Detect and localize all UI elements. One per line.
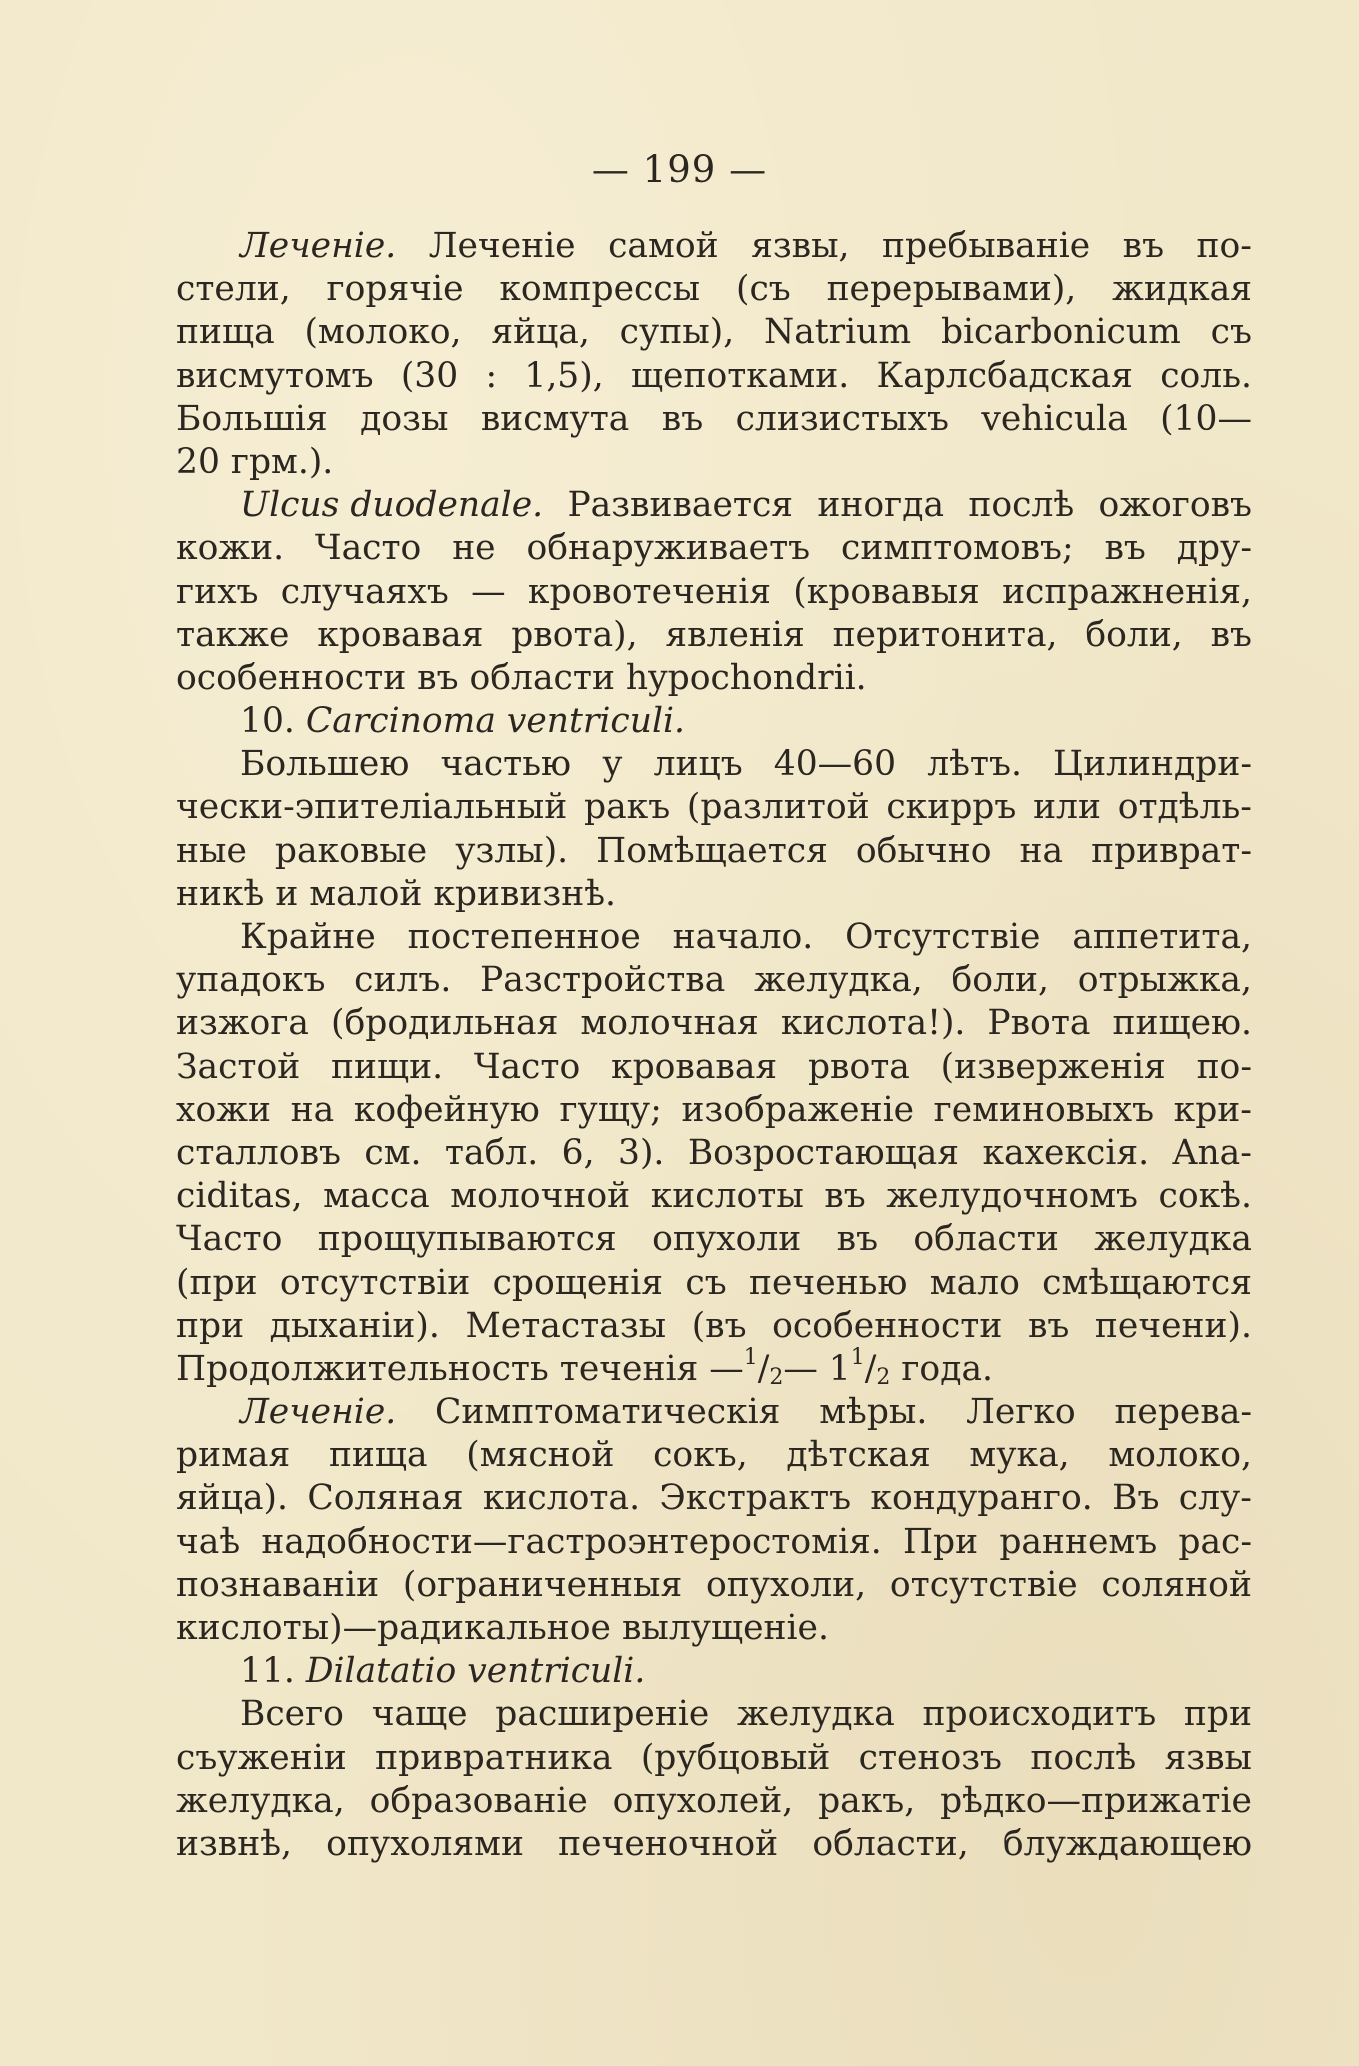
word: начало. — [672, 917, 814, 957]
word: смѣщаются — [1042, 1262, 1252, 1303]
word: висмутомъ — [176, 355, 374, 396]
word: пища — [328, 1435, 428, 1476]
text-line — [176, 1344, 1252, 1391]
word: дозы — [360, 398, 449, 439]
word: области, — [812, 1823, 969, 1864]
word: мука, — [969, 1435, 1070, 1476]
word: рас- — [1178, 1521, 1252, 1562]
word: перитонита, — [832, 614, 1058, 655]
word: изображеніе — [681, 1089, 915, 1130]
word: отрыжка, — [1077, 960, 1252, 1001]
text-line — [176, 1262, 1252, 1305]
word: силъ. — [354, 960, 452, 1001]
text-line — [176, 571, 1252, 614]
word: приврат- — [1091, 830, 1252, 871]
word: ciditas, — [176, 1176, 303, 1217]
word: кондуранго. — [870, 1478, 1093, 1519]
word: Часто — [473, 1046, 581, 1087]
word: (10— — [1160, 398, 1252, 439]
text-line — [176, 1305, 1252, 1348]
word: кри- — [1173, 1089, 1252, 1130]
word: дру- — [1176, 528, 1252, 569]
word: явленія — [665, 614, 805, 655]
fraction-denominator: 2 — [876, 1364, 891, 1390]
word: боли, — [951, 960, 1049, 1001]
fraction-numerator: 1 — [850, 1344, 865, 1370]
line-text: никѣ и малой кривизнѣ. — [176, 873, 616, 914]
line-text: особенности въ области hypochondrii. — [176, 657, 867, 698]
word: блуждающею — [1002, 1823, 1252, 1864]
word: не — [452, 528, 496, 569]
word: дыханіи). — [269, 1305, 440, 1346]
text-line — [176, 830, 1252, 873]
word: случаяхъ — [280, 571, 449, 612]
word: особенности — [772, 1305, 1003, 1346]
fraction-denominator: 2 — [769, 1364, 784, 1390]
duration-suffix: года. — [890, 1348, 993, 1389]
word: мало — [929, 1262, 1020, 1303]
word: перева- — [1114, 1392, 1252, 1433]
word: кислота. — [482, 1478, 641, 1519]
text-line — [176, 1089, 1252, 1132]
word: кислота!). — [780, 1003, 966, 1044]
word: частью — [440, 744, 572, 785]
word: кровавая — [317, 614, 484, 655]
word: масса — [323, 1176, 430, 1217]
word: по- — [1196, 1046, 1252, 1087]
word: привратника — [375, 1737, 613, 1778]
word: кислоты — [650, 1176, 804, 1217]
word: Метастазы — [465, 1305, 667, 1346]
word: отдѣль- — [1117, 787, 1252, 828]
word: рвота), — [511, 614, 638, 655]
word: въ — [661, 398, 704, 439]
text-line — [176, 1780, 1252, 1823]
word: съ — [685, 1262, 727, 1303]
duration-prefix: Продолжительность теченія — — [176, 1348, 744, 1389]
word: самой — [608, 226, 719, 266]
word: аппетита, — [1072, 917, 1252, 957]
word: bicarbonicum — [940, 312, 1181, 353]
text-line — [176, 268, 1252, 311]
word: у — [602, 744, 623, 785]
word: послѣ — [968, 485, 1075, 526]
text-line — [176, 398, 1252, 441]
text-line — [176, 1650, 1252, 1693]
word: чески-эпителіальный — [176, 787, 568, 828]
text-line — [176, 1391, 1252, 1434]
word: Отсутствіе — [845, 917, 1041, 957]
word: Часто — [176, 1219, 283, 1260]
word: кахексія. — [982, 1132, 1150, 1173]
text-line — [176, 1002, 1252, 1045]
word: (30 — [400, 355, 459, 396]
word: 1,5), — [524, 355, 604, 396]
word: раннемъ — [999, 1521, 1158, 1562]
word: желудочномъ — [886, 1176, 1138, 1217]
word: отсутствіе — [889, 1564, 1078, 1605]
word: ракъ — [583, 787, 671, 828]
word: печени). — [1094, 1305, 1252, 1346]
word: чаѣ — [176, 1521, 241, 1562]
word: (съ — [735, 269, 791, 310]
word: Крайне — [240, 917, 376, 957]
word: рвота — [807, 1046, 910, 1087]
word: срощенія — [492, 1262, 664, 1303]
word: въ — [1104, 528, 1146, 569]
word: слизистыхъ — [735, 398, 949, 439]
text-line — [176, 311, 1252, 354]
word: При — [902, 1521, 979, 1562]
fraction-slash: / — [864, 1348, 877, 1389]
word: табл. — [444, 1132, 539, 1173]
text-line — [176, 1521, 1252, 1564]
text-line — [176, 1477, 1252, 1520]
word: Большею — [240, 744, 410, 785]
word: скирръ — [886, 787, 1017, 828]
word: мѣры. — [819, 1392, 928, 1433]
word: на — [1019, 830, 1064, 871]
word: пищею. — [1112, 1003, 1252, 1044]
word: компрессы — [499, 269, 701, 310]
word: молочная — [580, 1003, 759, 1044]
word: узлы). — [455, 830, 569, 871]
section-title: Dilatatio ventriculi. — [305, 1651, 646, 1692]
word: кровотеченія — [527, 571, 772, 612]
word: Въ — [1112, 1478, 1160, 1519]
fraction-slash: / — [757, 1348, 770, 1389]
word: съ — [1210, 312, 1252, 353]
word: опухоли — [652, 1219, 802, 1260]
word: чаще — [371, 1694, 468, 1735]
word: жидкая — [1112, 269, 1252, 310]
word: Развивается — [567, 485, 794, 526]
word: Цилиндри- — [1053, 744, 1252, 785]
line-text: кислоты)—радикальное вылущеніе. — [176, 1608, 829, 1648]
text-line — [176, 1823, 1252, 1866]
word: щепотками. — [630, 355, 850, 396]
word: послѣ — [1030, 1737, 1137, 1778]
word: обнаруживаетъ — [526, 528, 811, 569]
word: боли, — [1085, 614, 1183, 655]
word: висмута — [480, 398, 630, 439]
word: въ — [824, 1176, 866, 1217]
word: дѣтская — [786, 1435, 931, 1476]
word: : — [485, 355, 498, 396]
page-number: — 199 — — [591, 148, 768, 191]
word: Леченіе — [428, 226, 576, 266]
word: области — [913, 1219, 1059, 1260]
fraction-numerator: 1 — [743, 1344, 758, 1370]
word: прощупываются — [317, 1219, 617, 1260]
section-title: Carcinoma ventriculi. — [305, 701, 685, 742]
word: желудка, — [176, 1780, 345, 1821]
word: 40—60 — [773, 744, 897, 785]
word: Большія — [176, 398, 328, 439]
word: иногда — [817, 485, 945, 526]
word: Рвота — [987, 1003, 1091, 1044]
word: на — [290, 1089, 335, 1130]
word: кожи. — [176, 528, 285, 569]
word: по- — [1196, 226, 1252, 266]
word: стенозъ — [858, 1737, 1002, 1778]
word: или — [1033, 787, 1101, 828]
word: гущу; — [559, 1089, 662, 1130]
word: яйца). — [176, 1478, 288, 1519]
text-line — [176, 1046, 1252, 1089]
word: опухоли, — [705, 1564, 867, 1605]
word: познаваніи — [176, 1564, 380, 1605]
word: хожи — [176, 1089, 271, 1130]
word: съуженіи — [176, 1737, 347, 1778]
word: (въ — [691, 1305, 747, 1346]
text-line — [176, 1434, 1252, 1477]
word: ные — [176, 830, 247, 871]
word: Часто — [314, 528, 422, 569]
word: при — [1183, 1694, 1252, 1735]
word: Соляная — [307, 1478, 464, 1519]
word: (мясной — [466, 1435, 615, 1476]
word: стели, — [176, 269, 291, 310]
word: Легко — [966, 1392, 1076, 1433]
word: — — [471, 571, 506, 612]
word: рѣдко—прижатіе — [940, 1780, 1252, 1821]
word: (изверженія — [940, 1046, 1166, 1087]
word: Natrium — [764, 312, 912, 353]
text-line — [176, 786, 1252, 829]
word: постепенное — [407, 917, 641, 957]
word: Карлсбадская — [876, 355, 1133, 396]
word: при — [176, 1305, 245, 1346]
text-line — [176, 355, 1252, 398]
word: происходитъ — [922, 1694, 1157, 1735]
word: молочной — [450, 1176, 631, 1217]
word: желудка — [737, 1694, 895, 1735]
word: ожоговъ — [1098, 485, 1252, 526]
word: Всего — [240, 1694, 344, 1735]
word: (при — [176, 1262, 258, 1303]
word: расширеніе — [495, 1694, 710, 1735]
word: Помѣщается — [596, 830, 828, 871]
word: Разстройства — [480, 960, 726, 1001]
word: сокѣ. — [1158, 1176, 1252, 1217]
word: геминовыхъ — [933, 1089, 1155, 1130]
word: извнѣ, — [176, 1823, 292, 1864]
word: перерывами), — [826, 269, 1077, 310]
word: изжога — [176, 1003, 309, 1044]
word: (кровавыя — [793, 571, 980, 612]
word: супы), — [619, 312, 735, 353]
word: кофейную — [353, 1089, 540, 1130]
body-text — [176, 225, 1252, 1866]
text-line — [176, 1175, 1252, 1218]
text-line — [176, 1607, 1252, 1650]
word: гихъ — [176, 571, 259, 612]
word: Ana- — [1172, 1132, 1252, 1173]
word: въ — [1122, 226, 1165, 266]
word: соль. — [1160, 355, 1252, 396]
word: горячіе — [326, 269, 464, 310]
word: отсутствіи — [279, 1262, 471, 1303]
text-line — [176, 743, 1252, 786]
duration-dash: — 1 — [783, 1348, 851, 1389]
section-number: 11. — [240, 1651, 306, 1692]
paragraph-lead-italic: Ulcus duodenale. — [240, 485, 544, 526]
text-line — [176, 657, 1252, 700]
word: 6, — [561, 1132, 595, 1173]
word: (разлитой — [686, 787, 870, 828]
word: яйца, — [491, 312, 590, 353]
word: симптомовъ; — [841, 528, 1074, 569]
word: слу- — [1178, 1478, 1252, 1519]
text-line — [176, 527, 1252, 570]
word: 3). — [618, 1132, 665, 1173]
word: язвы, — [751, 226, 850, 266]
word: пищи. — [331, 1046, 444, 1087]
word: сталловъ — [176, 1132, 341, 1173]
word: въ — [1210, 614, 1252, 655]
text-line — [176, 614, 1252, 657]
word: въ — [1027, 1305, 1070, 1346]
word: пребываніе — [882, 226, 1091, 266]
word: кровавая — [611, 1046, 778, 1087]
text-line — [176, 1218, 1252, 1261]
word: сокъ, — [653, 1435, 748, 1476]
word: римая — [176, 1435, 291, 1476]
word: образованіе — [369, 1780, 588, 1821]
word: (рубцовый — [640, 1737, 831, 1778]
word: печенью — [748, 1262, 908, 1303]
word: Застой — [176, 1046, 301, 1087]
text-line — [176, 1564, 1252, 1607]
word: печеночной — [558, 1823, 779, 1864]
word: пища — [176, 312, 275, 353]
word: лѣтъ. — [927, 744, 1022, 785]
text-line — [176, 1693, 1252, 1736]
word: соляной — [1101, 1564, 1252, 1605]
word: (ограниченныя — [402, 1564, 683, 1605]
text-line — [176, 700, 1252, 743]
paragraph-lead-italic: Леченіе. — [240, 226, 397, 266]
text-line — [176, 225, 1252, 268]
word: лицъ — [653, 744, 743, 785]
word: опухолями — [326, 1823, 524, 1864]
word: надобности—гастроэнтеростомія. — [261, 1521, 882, 1562]
word: также — [176, 614, 290, 655]
word: обычно — [855, 830, 992, 871]
text-line — [176, 916, 1252, 959]
word: см. — [364, 1132, 422, 1173]
word: Экстрактъ — [659, 1478, 852, 1519]
line-text: 20 грм.). — [176, 441, 334, 482]
word: vehicula — [981, 398, 1128, 439]
text-line — [176, 441, 1252, 484]
word: язвы — [1164, 1737, 1252, 1778]
word: въ — [836, 1219, 879, 1260]
word: (молоко, — [304, 312, 462, 353]
word: (бродильная — [331, 1003, 559, 1044]
word: желудка — [1094, 1219, 1252, 1260]
text-line — [176, 1132, 1252, 1175]
word: опухолей, — [612, 1780, 794, 1821]
word: желудка, — [754, 960, 923, 1001]
text-line — [176, 484, 1252, 527]
paragraph-lead-italic: Леченіе. — [240, 1392, 397, 1433]
word: раковые — [274, 830, 428, 871]
text-line — [176, 1737, 1252, 1780]
word: Симптоматическія — [434, 1392, 781, 1433]
section-number: 10. — [240, 701, 306, 742]
word: упадокъ — [176, 960, 326, 1001]
word: ракъ, — [818, 1780, 916, 1821]
word: Возростающая — [687, 1132, 960, 1173]
text-line — [176, 959, 1252, 1002]
word: испражненія, — [1002, 571, 1252, 612]
word: молоко, — [1108, 1435, 1252, 1476]
text-line — [176, 873, 1252, 916]
